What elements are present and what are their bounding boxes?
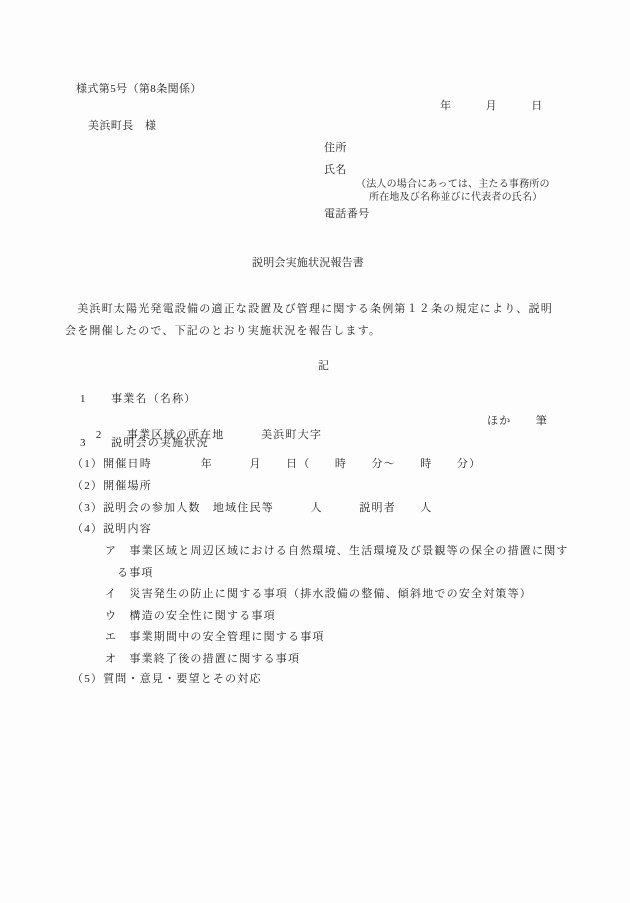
explanation-item-i: イ 災害発生の防止に関する事項（排水設備の整備、傾斜地での安全対策等） <box>105 588 532 600</box>
body-paragraph-line2: 会を開催したので、下記のとおり実施状況を報告します。 <box>65 325 382 337</box>
date-line: 年 月 日 <box>440 100 543 112</box>
sub-item-questions-opinions: （5）質問・意見・要望とその対応 <box>72 673 262 685</box>
sender-address-label: 住所 <box>324 142 347 154</box>
addressee-mayor: 美浜町長 様 <box>88 120 157 132</box>
corporate-note-line1: （法人の場合にあっては、主たる事務所の <box>356 179 550 190</box>
sender-phone-label: 電話番号 <box>324 208 370 220</box>
corporate-note-line2: 所在地及び名称並びに代表者の氏名） <box>369 192 543 203</box>
explanation-item-o: オ 事業終了後の措置に関する事項 <box>105 653 301 665</box>
explanation-item-u: ウ 構造の安全性に関する事項 <box>105 610 276 622</box>
body-paragraph-line1: 美浜町太陽光発電設備の適正な設置及び管理に関する条例第１２条の規定により、説明 <box>65 303 553 315</box>
explanation-item-a-line1: ア 事業区域と周辺区域における自然環境、生活環境及び景観等の保全の措置に関す <box>105 545 569 557</box>
document-title: 説明会実施状況報告書 <box>252 257 364 269</box>
form-number: 様式第5号（第8条関係） <box>76 83 202 95</box>
sub-item-attendee-count: （3）説明会の参加人数 地域住民等 人 説明者 人 <box>72 502 433 514</box>
sub-item-explanation-contents: （4）説明内容 <box>72 523 152 535</box>
sender-name-label: 氏名 <box>324 164 347 176</box>
item-business-area-location-label: 2 事業区域の所在地 美浜町大字 <box>95 429 323 441</box>
sub-item-meeting-datetime: （1）開催日時 年 月 日（ 時 分～ 時 分） <box>72 458 482 470</box>
item-business-area-location-suffix: ほか 筆 <box>487 415 548 427</box>
record-marker: 記 <box>318 360 330 372</box>
explanation-item-a-line2: る事項 <box>117 567 154 579</box>
item-business-name: 1 事業名（名称） <box>80 393 197 405</box>
item-meeting-status: 3 説明会の実施状況 <box>80 437 209 449</box>
sub-item-meeting-place: （2）開催場所 <box>72 480 152 492</box>
explanation-item-e: エ 事業期間中の安全管理に関する事項 <box>105 631 325 643</box>
